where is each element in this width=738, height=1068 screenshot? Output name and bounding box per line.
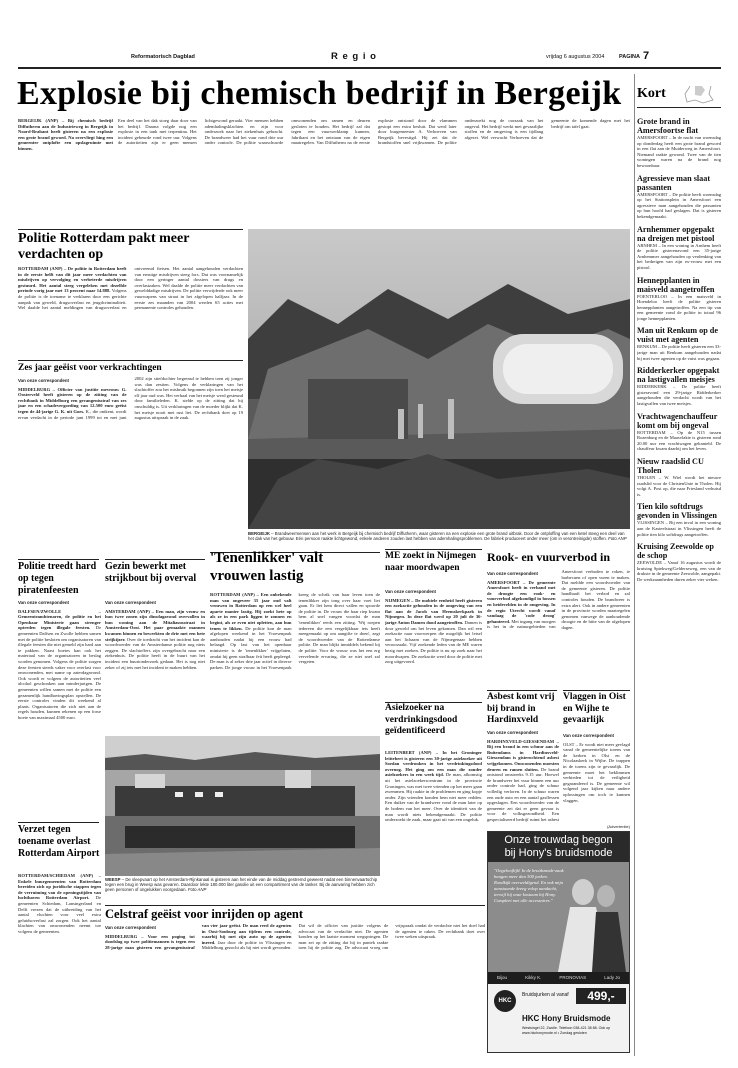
netherlands-map-icon (681, 86, 717, 104)
kort-divider (634, 74, 635, 1056)
kort-item: Kruising Zeewolde op de schop ZEEWOLDE – Vanaf 16 augustus wordt de kruising Spiekweg/Gelderseweg, een van de drukste in de gemeente Zeewolde, aangepakt. De werkzaamheden duren zeker vier weken. (637, 542, 721, 582)
verkrachting-body: Van onze correspondent MIDDELBURG – Officier van justitie mevrouw G. Oosterveld heeft gisteren op de zitting van de rechtbank in Middelburg een gevangenisstraf van zes jaar en een schadevergoeding van 12.500 euro geëist tegen de 44-jarige G. K. uit Goes. K., die ontkent, wordt ervan verdacht in de periode juni 1999 tot en met juni 2002 zijn stiefdochter begrensd te hebben toen zij jonger was dan zestien. Volgens de verklaringen van het slachtoffer zou het misbruik begonnen zijn toen het meisje elf jaar oud was. Het verhaal van het meisje werd gesteund door familieleden. K. stelde op de zitting dat hij onschuldig is. Uit verklaringen van de moeder blijkt dat K. het meisje nooit met rust liet. De rechtbank doet op 19 augustus uitspraak in de zaak. (18, 376, 243, 421)
main-photo-caption: BERGEIJK – Brandweermensen aan het werk in Bergeijk bij chemisch bedrijf Diffutherm, waar gisteren na een explosie een grote brand uitbrak. Door de ontploffing van een ketel steeg een deel van het dak van het gebouw. Eén persoon raakte lichtgewond, enkele anderen zouden last hebben van ademhalingsproblemen. De fabriek produceert onder meer (om in verontreinigde) stoffen. Foto ANP (248, 531, 627, 542)
airport-body: ROTTERDAM/SCHIEDAM (ANP) – Enkele buurgemeenten van Rotterdam bereiden zich op juridische stappen tegen de verruiming van de openingstijden van luchthaven Rotterdam Airport. De gemeenten Schiedam, Lansingerland en Delft vrezen dat de uitbreiding van het aantal vluchten voor veel extra geluidsoverlast zal zorgen. Ook het aantal klachten van omwonenden neemt toe volgens de gemeenten. (18, 873, 101, 934)
ad-brand-4: Lady Jo (604, 975, 620, 980)
hkc-logo: HKC (494, 990, 516, 1012)
hardinxveld-body: Van onze correspondent HARDINXVELD-GIESSENDAM – Bij een brand in een schuur aan de Buitendams in Hardinxveld-Giessendam is gisterochtend asbest vrijgekomen. Omwonenden moesten deuren en ramen sluiten. De brand ontstond omstreeks 9.15 uur. Hoewel de brandweer het vuur binnen een uur onder controle had, ging de schuur volledig verloren. In de schuur waren een oude auto en een aantal gasflessen opgeslagen. Een woordvoerder van de gemeente zei dat er geen gevaar is voor de volksgezondheid. Een gespecialiseerd bedrijf ruimt het asbest (487, 730, 559, 822)
issue-date: vrijdag 6 augustus 2004 (546, 54, 605, 60)
main-photo-credit: Foto ANP (608, 536, 627, 542)
gezin-headline: Gezin bewerkt met strijkbout bij overval (105, 561, 197, 584)
nijmegen-rule (385, 549, 482, 550)
paper-name: Reformatorisch Dagblad (131, 54, 195, 60)
airport-headline: Verzet tegen toename overlast Rotterdam Airport (18, 824, 100, 859)
nijmegen-body: Van onze correspondent NIJMEGEN – De mobiele eenheid heeft gisteren een zoekactie gehouden in de omgeving van een flat aan de Jacob van Heemskerkpark in Nijmegen. In deze flat werd op 20 juli de 36-jarige Anton Damen dood aangetroffen. Damen is door geweld om het leven gekomen. Dan wil een zoekactie naar voorwerpen die mogelijk het letsel aan het lichaam van de Nijmegenaar hebben veroorzaakt. Vijf zoekende leden van de ME waren bezig met zoeken. De politie is nu op zoek naar het moordwapen. De zoekactie werd door de politie met zorg uitgevoerd. (385, 589, 482, 665)
vlaggen-headline: Vlaggen in Oist en Wijhe te gevaarlijk (563, 692, 626, 725)
ad-price: 499,- (576, 988, 626, 1004)
politie-body: ROTTERDAM (ANP) – De politie in Rotterdam heeft in de eerste helft van dit jaar meer verdachten van misdrijven op vervolging en verbeterde misdrijven gestuurd. Het aantal steeg vergeleken met dezelfde periode vorig jaar met 13 procent naar 14.888. Volgens de politie is de toename te verklaren door een gerichte aanpak van geweld, drugsoverlast en jeugdcriminaliteit. Wel daalde het aantal meldingen van drugsoverlast en ontvreemd fietsen. Het aantal aangehouden verdachten van ernstige misdrijven steeg fors. Dat was voornamelijk door een geringer aantal dossiers van drugs en overlastzaken. Wel daalde de politie meer verdachten van gewelddadige misdrijven. De politie verwijderde ook meer vuurwapens van straat in het afgelopen halfjaar. In de eerste zes maanden van 2004 werden 65 acties met permanente controles gehouden. (18, 266, 243, 311)
explosion-scene-image (248, 229, 630, 529)
airport-rule (18, 822, 99, 823)
gezin-body: Van onze correspondent AMSTERDAM (ANP) – Een man, zijn vrouw en hun twee zonen zijn dinsdagavond overvallen in hun woning aan de Mitaliasusstraat in Amsterdam-Oost. Het paar gemaakte mannen kwamen binnen en bewerkten de drie met een hete strijkijzer. Over de toedracht van het incident kan de woordvoerder van de Amsterdamse politie nog niets zeggen. De slachtoffers zijn overgebracht naar een ziekenhuis. De politie heeft in de buurt van het incident een buurtonderzoek gedaan. Het is nog niet zeker of zij iets met het incident te maken hebben. (105, 600, 205, 670)
kort-list (637, 112, 721, 1057)
gezin-rule (105, 559, 205, 560)
ad-quote: "Ongelooflijk! In de bruidsmode-zaak hangen meer dan 300 jurken. Rondkijk overweldigend. En ook mijn aanstaande kreeg volop aandacht, terwijl hij onze kostuum bij Hony. Compleet met alle accessoires." (494, 868, 564, 903)
page-number: 7 (643, 50, 650, 62)
section-title: R e g i o (331, 51, 377, 62)
ad-label: (Advertentie) (607, 824, 630, 829)
ad-banner (488, 832, 629, 862)
politie-rule (18, 229, 243, 230)
ad-footer (488, 984, 629, 1052)
ad-brand-1: Bijou (497, 975, 508, 980)
kort-item: Tien kilo softdrugs gevonden in Vlissingen VLISSINGEN – Bij een inval in een woning aan de Kasteelstraat in Vlissingen heeft de politie tien kilo softdrugs aangetroffen. (637, 502, 721, 537)
hony-ad[interactable] (487, 831, 630, 1053)
ad-photo (488, 862, 629, 972)
rook-headline: Rook- en vuurverbod in (487, 550, 611, 564)
asiel-headline: Asielzoeker na verdrinkingsdood geïdentificeerd (385, 703, 458, 736)
verkrachting-rule (18, 360, 243, 361)
vlaggen-body: Van onze correspondent OLST – Er wordt niet meer gevlagd vanaf de gemeentelijke torens van de kerken in Olst en de Nicolaaskerk in Wijhe. De trappen in de torens zijn te gevaarlijk. De gemeente moet het beklimmen verbieden tot de veiligheid gegarandeerd is. De gemeente wil volgend jaar kijken naar andere oplossingen om toch te kunnen vlaggen. (563, 733, 630, 803)
ad-store-name: HKC Hony Bruidsmode (522, 1014, 611, 1023)
masthead-rule (18, 67, 721, 69)
boats-photo-credit: Foto ANP (187, 887, 207, 893)
kort-header (637, 86, 721, 108)
tenenlikker-headline: 'Tenenlikker' valt vrouwen lastig (210, 550, 324, 584)
kort-item: Vrachtwagenchauffeur komt om bij ongeval ROTTERDAM – Op de N15 tussen Rozenburg en de Maasvlakte is gisteren rond 20.00 uur een vrachtwagen gekanteld. De chauffeur kwam daarbij om het leven. (637, 411, 721, 452)
main-body: Een deel van het dak stoeg daar door van het bedrijf. Daarna volgde nog een explosie in een tank met terpentina. Het incident gebeurde rond twee uur. Volgens de autoriteiten zijn er geen mensen lichtgewond geraakt. Vier mensen hebben ademhalingsklachten en zijn voor onderzoek naar het ziekenhuis gebracht. De brandweer had het vuur rond drie uur onder controle. De politie waarschuwde omwonenden om ramen en deuren gesloten te houden. Het bedrijf zal dat tegen een vuurwerklamp kunnen, fabrikant en het ontstaan van de eigen maatregelen. Van Diffutherm na de eerste explosie ontstond door de vlammen gestopt een extra besluit. Dat werd later door burgemeester A. Verhoeven van Bergeijk bevestigd. Hij zei dat de brandstoffen snel vrijkwamen. De politie onderzoekt nog de oorzaak van het ongeval. Het bedrijf werkt met gevaarlijke stoffen en de omgeving is een tijdlang afgezet. Wel verwacht Verhoeven dat de gemeente de komende dagen met het bedrijf om tafel gaat. (118, 118, 630, 146)
masthead (131, 49, 721, 67)
piraten-body: Van onze correspondent DALFSEN/ZWOLLE – Gemeenteambtenaren, de politie en het Openbaar Ministerie gaan strenger optreden tegen illegale feesten. De gemeenten Dalfsen en Zwolle hebben samen met de politie besloten om organisatoren van illegale feesten die niet gemeld zijn hard aan te pakken. Naast boetes kan ook het materiaal van de organisatoren in beslag worden genomen. Volgens de politie zorgen deze feesten steeds vaker voor overlast voor omwonenden, met name op zaterdagavond. Ook wordt er volgens de autoriteiten veel alcohol geschonken aan minderjarigen. De gemeenten willen samen met de politie een gezamenlijk handhavingsplan opstellen. De eerste controles vinden dit weekend al plaats. Organisatoren die zich niet aan de regels houden, kunnen rekenen op een forse boete van maximaal 4500 euro. (18, 600, 101, 720)
piraten-headline: Politie treedt hard op tegen piratenfeesten (18, 561, 97, 596)
celstraf-body: Van onze correspondent MIDDELBURG – Voor een poging tot doodslag op twee politiemannen is tegen een 28-jarige man gisteren een gevangenisstraf van vier jaar geëist. De man reed de agenten in Oost-Souburg aan tijdens een controle, waarbij hij met zijn auto op de agenten inreed. Jaar door de politie in Vlissingen en Middelburg gezocht als hij niet wordt gevonden. Dat wil de officier van justitie volgens de advocaat van de verdachte niet. De agenten konden op het laatste moment wegspringen. De man zei op de zitting dat hij in paniek raakte toen hij de politie zag. De advocaat vroeg om vrijspraak omdat de verdachte niet het doel had de agenten te raken. De rechtbank doet over twee weken uitspraak. (105, 923, 485, 951)
kort-rule (637, 107, 721, 108)
kort-item: Nieuw raadslid CU Tholen THOLEN – W. Wiel wordt het nieuwe raadslid voor de ChristenUnie in Tholen. Hij volgt A. Post op, die naar Friesland verhuisd is. (637, 457, 721, 497)
celstraf-rule (105, 905, 485, 906)
asiel-body: LEITENBERT (ANP) – In het Groninger leittebert is gisteren een 30-jarige asielzoeker uit Soedan verdronken in het verdrinkingsdood overnog. Het ging om een man die zonder asielzoekers in een week tijd. De man, afkomstig uit het asielzoekerscentrum in de provincie Groningen, was met twee vrienden op het meer gaan zwemmen. Hij raakte in de problemen en ging kopje onder. Zijn vrienden konden hem niet meer redden. Een duiker van de brandweer vond de man later op de bodem van het meer. Over de identiteit van de man wordt niets bekendgemaakt. De politie onderzoekt de zaak, maar gaat uit van een ongeluk. (385, 750, 482, 823)
rook-body: Van onze correspondent AMERSFOORT – De gemeente Amersfoort heeft in verband met de droogte een rook- en vuurverbod afgekondigd in bossen en heidevelden in de omgeving. In de regio Utrecht wordt vanaf vandaag de 'code droog' gehanteerd. Met ingang van morgen is het in de natuurgebieden van Amersfoort verboden te roken, te barbecuen of open vuren te maken. Dat meldde een woordvoerder van de gemeente gisteren. De politie handhaaft het verbod en zal controles houden. De brandweer is extra alert. Ook in andere gemeenten in de provincie worden maatregelen genomen vanwege de aanhoudende droogte en de hitte van de afgelopen dagen. (487, 569, 630, 630)
boats-photo-caption: WEESP – De sleepvaart op het Amsterdam-Rijnkanaal is gisteren aan het einde van de middag gestremd geweest nadat een binnenvaartschip tegen een brug in Weesp was gevaren. Daardoor lekte 180.000 liter gasolie uit een compartiment van de tanker. Bij de aanvaring hebben zich geen personen of ongelukken voorgedaan. Foto ANP (105, 877, 378, 893)
politie-headline: Politie Rotterdam pakt meer verdachten op (18, 231, 190, 262)
kort-title: Kort (637, 86, 666, 101)
kort-item: Agressieve man slaat passanten AMERSFOORT – De politie heeft woensdag op het Stationsplein in Amersfoort een agressieve man aangehouden die passanten op hun hoofd had geslagen. Dat is gisteren bekendgemaakt. (637, 173, 721, 219)
kort-item: Man uit Renkum op de vuist met agenten RENKUM – De politie heeft gisteren een 33-jarige man uit Renkum aangehouden nadat hij met twee agenten op de vuist was gegaan. (637, 326, 721, 361)
ad-headline-2: bij Hony's bruidsmode (504, 847, 613, 859)
kort-item: Grote brand in Amersfoortse flat AMERSFOORT – In de nacht van woensdag op donderdag heeft een grote brand gewoed in een flat aan de Muiderweg in Amersfoort. Niemand raakte gewond. Twee van de tien woningen waren na de brand nog bewoonbaar. (637, 117, 721, 168)
main-photo (248, 229, 630, 529)
kort-item: Arnhemmer opgepakt na dreigen met pistool ARNHEM – In een woning in Arnhem heeft de politie gisterenavond een 35-jarige Arnhemmer aangehouden op verdenking van het bedreigen van zijn ex-vrouw met een pistool. (637, 224, 721, 270)
main-lead: BERGEIJK (ANP) – Bij chemisch bedrijf Diffutherm aan de Industrieweg in Bergeijk in Noord-Brabant heeft gisteren na een explosie een grote brand gewoed. Na overvliegt hing een gemeenter ontplofte een opslagruimte met binnen. (18, 118, 113, 151)
verkrachting-headline: Zes jaar geëist voor verkrachtingen (18, 363, 162, 373)
kort-item: Hennepplanten in maisveld aangetroffen FOENTERLOO – In een maisveld in Hoendeloo heeft de politie gisteren hennepplanten aangetroffen. Na een tip van een gemeente vond de politie in totaal 96 jonge hennepplanten. (637, 275, 721, 321)
hardinxveld-headline: Asbest komt vrij bij brand in Hardinxveld (487, 692, 555, 725)
kort-item: Ridderkerker opgepakt na lastigvallen meisjes RIDDERKERK – De politie heeft gisteravond een 29-jarige Ridderkerker aangehouden die verdacht wordt van het lastigvallen van twee meisjes. (637, 366, 721, 407)
nijmegen-headline: ME zoekt in Nijmegen naar moordwapen (385, 551, 477, 573)
ad-brand-2: Kikky K. (525, 975, 542, 980)
tenenlikker-body: ROTTERDAM (ANP) – Een onbekende man van ongeveer 35 jaar oud valt vrouwen in Rotterdam op een wel heel aparte manier lastig. Hij zoekt hete op als ze in een park liggen te zonnen en begint, als ze even niet opletten, aan hun tenen te likken. De politie kon de man afgelopen weekend in het Vroesenpark aanhouden nadat hij een vrouw had belaagd. Op last van het openbaar ministerie is de 'tenenlikker' vrijgelaten, omdat hij geen strafbaar feit heeft gepleegd. De man is al zeker drie jaar actief in diverse parken. De jonge vrouw in het Vroesenpark kreeg de schrik van haar leven toen de tenenlikker zijn tong over haar voet liet gaan. Er liet hem direct vallen en spoorde de politie in. De vrouw die haar riep kwam hem al snel vangen voordat de man 'tenenlikker' reeds een zitting. 'Wij roepen iedereen die een vergelijkbaar iets heeft meegemaakt op om aangifte te doen', zegt de woordvoerder van de Rotterdamse politie. De man blijkt inmiddels bekend bij de politie. Voor de vrouw was het een erg vervelende ervaring, die ze niet snel zal vergeten. (210, 592, 380, 670)
boats-photo (105, 736, 380, 876)
ad-brand-strip (488, 972, 629, 984)
celstraf-headline: Celstraf geëist voor inrijden op agent (105, 907, 304, 921)
piraten-rule (18, 559, 99, 560)
ad-address: Westsingel 22, Zwolle. Telefoon 038-421 38 88. Ook op www.hkchonymode.nl • Zondag gesloten (522, 1026, 611, 1035)
ships-scene-image (105, 736, 380, 876)
page-label: PAGINA (619, 54, 640, 60)
hardinxveld-rule (487, 690, 557, 691)
ad-headline-1: Onze trouwdag begon (504, 834, 613, 846)
main-headline: Explosie bij chemisch bedrijf in Bergeijk (17, 75, 622, 112)
ad-price-label: Bruidsjurken al vanaf (522, 992, 569, 998)
vlaggen-rule (563, 690, 630, 691)
ad-brand-3: PRONOVIAS (559, 975, 587, 980)
